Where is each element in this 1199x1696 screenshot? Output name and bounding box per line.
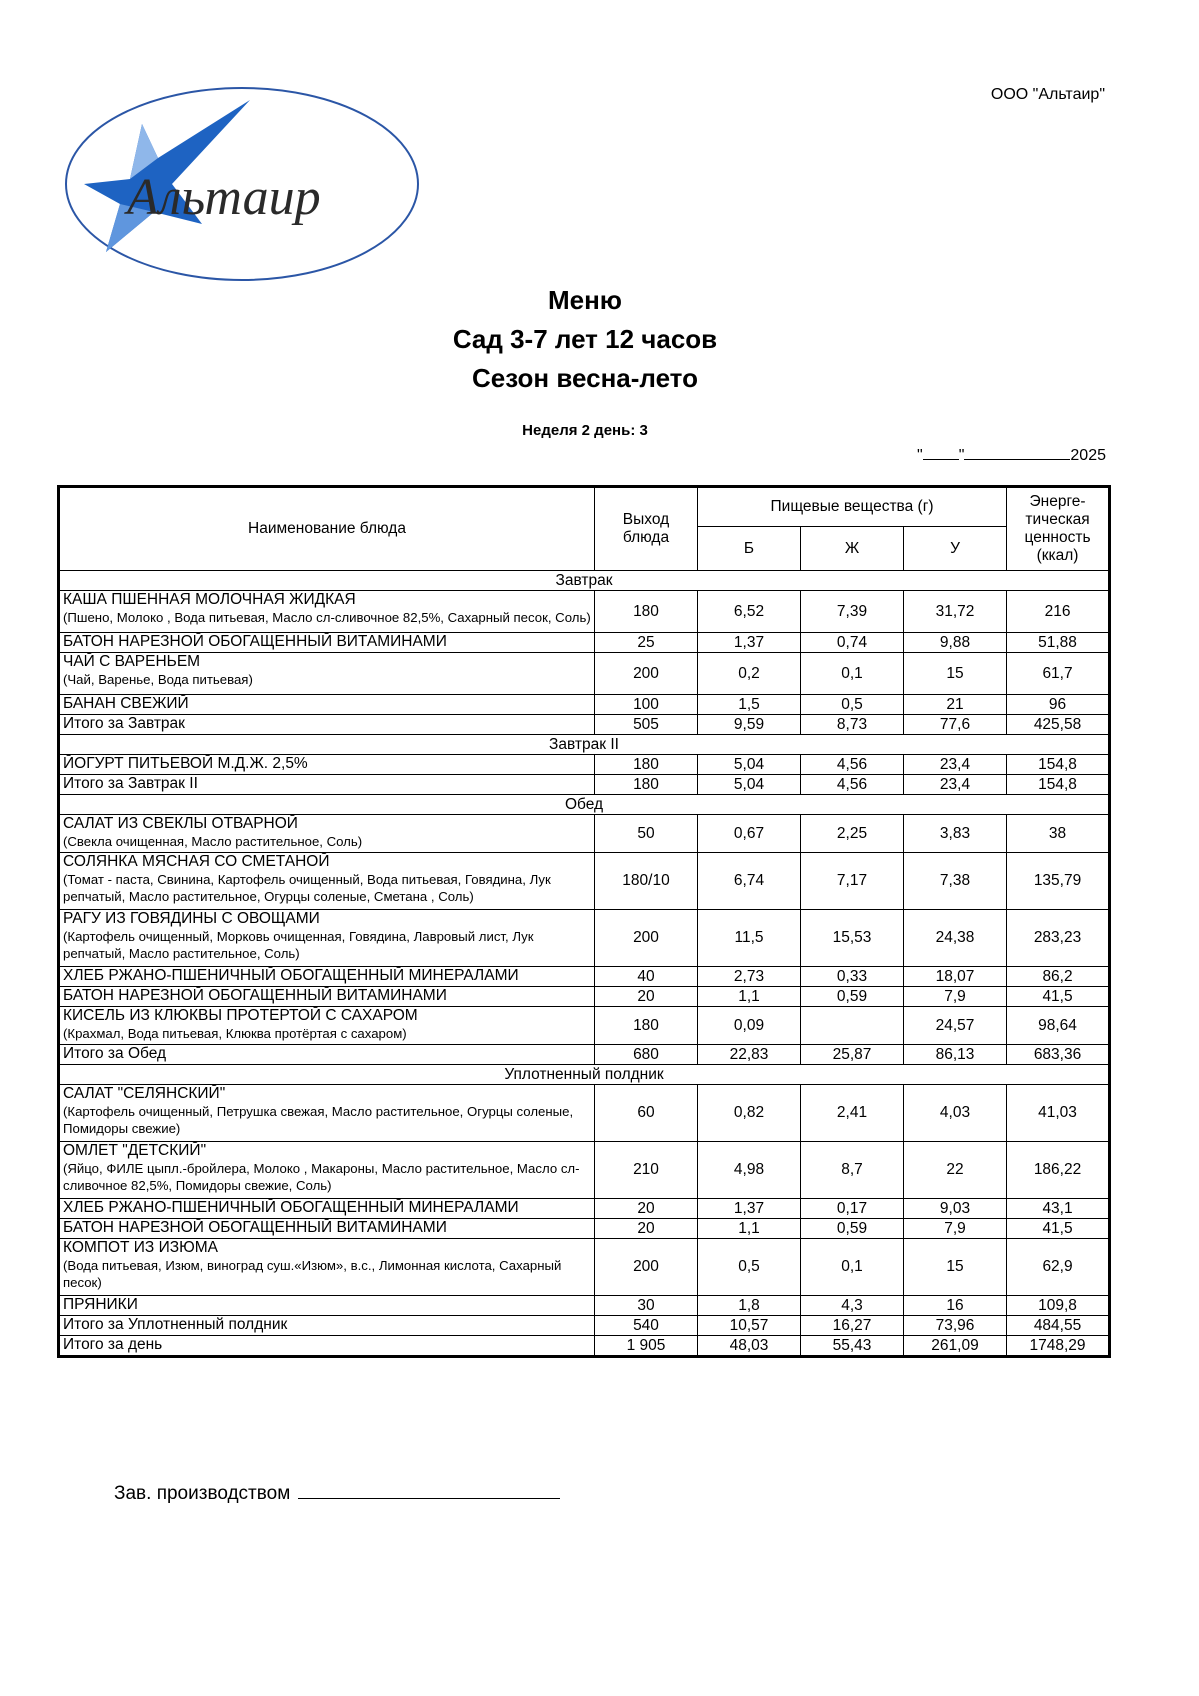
dish-kcal: 86,2 <box>1007 967 1110 987</box>
dish-name: ХЛЕБ РЖАНО-ПШЕНИЧНЫЙ ОБОГАЩЕННЫЙ МИНЕРАЛАМИ <box>63 967 519 984</box>
col-header-energy <box>1007 487 1110 571</box>
company-name: ООО "Альтаир" <box>990 86 1105 103</box>
dish-ingredients: (Вода питьевая, Изюм, виноград суш.«Изюм», в.с., Лимонная кислота, Сахарный песок) <box>63 1257 562 1291</box>
signature-label: Зав. производством <box>114 1483 291 1504</box>
dish-name-cell <box>59 987 595 1007</box>
dish-b: 11,5 <box>698 910 801 967</box>
section-total-label: Итого за Завтрак II <box>59 775 595 795</box>
dish-b: 5,04 <box>698 755 801 775</box>
dish-u: 22 <box>904 1142 1007 1199</box>
dish-row <box>59 967 1110 987</box>
altair-logo <box>62 84 422 284</box>
section-total-b: 5,04 <box>698 775 801 795</box>
dish-u: 16 <box>904 1296 1007 1316</box>
day-total-yield: 1 905 <box>595 1336 698 1357</box>
date-day-blank <box>923 443 959 460</box>
dish-zh: 0,59 <box>801 987 904 1007</box>
dish-name-cell <box>59 653 595 695</box>
dish-row <box>59 1219 1110 1239</box>
dish-ingredients: (Картофель очищенный, Морковь очищенная, Говядина, Лавровый лист, Лук репчатый, Масло растительное, Соль) <box>63 928 534 962</box>
day-total-kcal: 1748,29 <box>1007 1336 1110 1357</box>
date-open-quote: " <box>917 447 923 464</box>
section-total-u: 23,4 <box>904 775 1007 795</box>
dish-u: 24,38 <box>904 910 1007 967</box>
dish-row <box>59 1199 1110 1219</box>
dish-name: ХЛЕБ РЖАНО-ПШЕНИЧНЫЙ ОБОГАЩЕННЫЙ МИНЕРАЛАМИ <box>63 1199 519 1216</box>
section-total-zh: 8,73 <box>801 715 904 735</box>
dish-kcal: 51,88 <box>1007 633 1110 653</box>
dish-ingredients: (Яйцо, ФИЛЕ цыпл.-бройлера, Молоко , Макароны, Масло растительное, Масло сл-сливочное 82,5%, Помидоры свежие, Соль) <box>63 1160 580 1194</box>
dish-b: 1,37 <box>698 1199 801 1219</box>
dish-kcal: 61,7 <box>1007 653 1110 695</box>
dish-name: БАНАН СВЕЖИЙ <box>63 695 189 712</box>
dish-name: ЙОГУРТ ПИТЬЕВОЙ М.Д.Ж. 2,5% <box>63 755 308 772</box>
dish-row <box>59 755 1110 775</box>
dish-u: 7,9 <box>904 987 1007 1007</box>
dish-zh: 15,53 <box>801 910 904 967</box>
section-title: Завтрак II <box>59 735 1110 755</box>
dish-b: 0,09 <box>698 1007 801 1045</box>
dish-yield: 200 <box>595 653 698 695</box>
dish-row <box>59 1007 1110 1045</box>
dish-yield: 20 <box>595 1219 698 1239</box>
dish-yield: 200 <box>595 1239 698 1296</box>
section-row <box>59 1065 1110 1085</box>
dish-zh: 0,74 <box>801 633 904 653</box>
section-total-u: 77,6 <box>904 715 1007 735</box>
dish-yield: 30 <box>595 1296 698 1316</box>
dish-name: БАТОН НАРЕЗНОЙ ОБОГАЩЕННЫЙ ВИТАМИНАМИ <box>63 1219 447 1236</box>
dish-yield: 60 <box>595 1085 698 1142</box>
dish-zh: 4,3 <box>801 1296 904 1316</box>
section-total-kcal: 425,58 <box>1007 715 1110 735</box>
signature-blank <box>298 1480 560 1499</box>
dish-u: 9,03 <box>904 1199 1007 1219</box>
dish-name: САЛАТ ИЗ СВЕКЛЫ ОТВАРНОЙ <box>63 815 298 832</box>
dish-zh: 0,5 <box>801 695 904 715</box>
dish-u: 21 <box>904 695 1007 715</box>
dish-name-cell <box>59 591 595 633</box>
dish-row <box>59 987 1110 1007</box>
dish-row <box>59 1142 1110 1199</box>
dish-u: 15 <box>904 1239 1007 1296</box>
dish-row <box>59 853 1110 910</box>
dish-u: 9,88 <box>904 633 1007 653</box>
section-title: Уплотненный полдник <box>59 1065 1110 1085</box>
dish-yield: 20 <box>595 987 698 1007</box>
dish-kcal: 62,9 <box>1007 1239 1110 1296</box>
document-title: Меню <box>547 285 623 315</box>
dish-zh: 0,17 <box>801 1199 904 1219</box>
dish-name-cell <box>59 967 595 987</box>
dish-zh: 0,1 <box>801 653 904 695</box>
section-total-yield: 680 <box>595 1045 698 1065</box>
dish-name-cell <box>59 910 595 967</box>
dish-yield: 25 <box>595 633 698 653</box>
dish-name: ОМЛЕТ "ДЕТСКИЙ" <box>63 1142 207 1159</box>
dish-zh: 8,7 <box>801 1142 904 1199</box>
dish-name-cell <box>59 1296 595 1316</box>
dish-name: САЛАТ "СЕЛЯНСКИЙ" <box>63 1085 226 1102</box>
section-title: Завтрак <box>59 571 1110 591</box>
dish-yield: 100 <box>595 695 698 715</box>
section-row <box>59 795 1110 815</box>
dish-name-cell <box>59 1085 595 1142</box>
dish-b: 1,37 <box>698 633 801 653</box>
section-total-zh: 4,56 <box>801 775 904 795</box>
dish-u: 24,57 <box>904 1007 1007 1045</box>
dish-zh: 0,33 <box>801 967 904 987</box>
dish-yield: 180/10 <box>595 853 698 910</box>
col-header-name: Наименование блюда <box>59 487 595 571</box>
dish-b: 0,2 <box>698 653 801 695</box>
dish-name: КОМПОТ ИЗ ИЗЮМА <box>63 1239 219 1256</box>
dish-b: 2,73 <box>698 967 801 987</box>
dish-u: 4,03 <box>904 1085 1007 1142</box>
dish-name: КИСЕЛЬ ИЗ КЛЮКВЫ ПРОТЕРТОЙ С САХАРОМ <box>63 1007 418 1024</box>
section-total-b: 9,59 <box>698 715 801 735</box>
section-total-kcal: 154,8 <box>1007 775 1110 795</box>
group-title: Сад 3-7 лет 12 часов <box>452 324 718 354</box>
dish-name: БАТОН НАРЕЗНОЙ ОБОГАЩЕННЫЙ ВИТАМИНАМИ <box>63 633 447 650</box>
date-year: 2025 <box>1070 447 1106 464</box>
date-field <box>870 443 1106 465</box>
section-total-row <box>59 715 1110 735</box>
dish-ingredients: (Пшено, Молоко , Вода питьевая, Масло сл-сливочное 82,5%, Сахарный песок, Соль) <box>63 609 591 625</box>
week-day-label: Неделя 2 день: 3 <box>522 422 648 439</box>
dish-kcal: 41,03 <box>1007 1085 1110 1142</box>
dish-zh: 7,17 <box>801 853 904 910</box>
dish-b: 6,74 <box>698 853 801 910</box>
dish-row <box>59 633 1110 653</box>
dish-kcal: 96 <box>1007 695 1110 715</box>
dish-name-cell <box>59 1219 595 1239</box>
col-header-energy-text: Энерге-тическая ценность (ккал) <box>1024 493 1091 564</box>
dish-kcal: 109,8 <box>1007 1296 1110 1316</box>
dish-kcal: 98,64 <box>1007 1007 1110 1045</box>
dish-name-cell <box>59 1142 595 1199</box>
dish-name-cell <box>59 1199 595 1219</box>
dish-kcal: 154,8 <box>1007 755 1110 775</box>
section-total-yield: 540 <box>595 1316 698 1336</box>
dish-b: 1,1 <box>698 987 801 1007</box>
dish-ingredients: (Свекла очищенная, Масло растительное, Соль) <box>63 833 363 849</box>
section-total-row <box>59 1316 1110 1336</box>
dish-row <box>59 910 1110 967</box>
col-header-zh: Ж <box>801 527 904 571</box>
section-total-row <box>59 775 1110 795</box>
dish-zh: 0,1 <box>801 1239 904 1296</box>
section-total-yield: 180 <box>595 775 698 795</box>
dish-name-cell <box>59 755 595 775</box>
section-total-yield: 505 <box>595 715 698 735</box>
dish-name-cell <box>59 853 595 910</box>
section-total-label: Итого за Уплотненный полдник <box>59 1316 595 1336</box>
dish-kcal: 283,23 <box>1007 910 1110 967</box>
date-close-quote: " <box>958 447 965 464</box>
section-total-label: Итого за Завтрак <box>59 715 595 735</box>
dish-name: ЧАЙ С ВАРЕНЬЕМ <box>63 653 201 670</box>
section-row <box>59 735 1110 755</box>
dish-b: 4,98 <box>698 1142 801 1199</box>
dish-ingredients: (Чай, Варенье, Вода питьевая) <box>63 671 253 687</box>
menu-table-body <box>59 571 1110 1357</box>
dish-zh: 4,56 <box>801 755 904 775</box>
dish-yield: 40 <box>595 967 698 987</box>
dish-yield: 180 <box>595 591 698 633</box>
dish-u: 3,83 <box>904 815 1007 853</box>
dish-name: ПРЯНИКИ <box>63 1296 138 1313</box>
dish-kcal: 38 <box>1007 815 1110 853</box>
dish-b: 0,82 <box>698 1085 801 1142</box>
dish-kcal: 41,5 <box>1007 987 1110 1007</box>
dish-name-cell <box>59 1239 595 1296</box>
day-total-zh: 55,43 <box>801 1336 904 1357</box>
dish-yield: 180 <box>595 755 698 775</box>
dish-row <box>59 695 1110 715</box>
section-total-row <box>59 1045 1110 1065</box>
dish-yield: 200 <box>595 910 698 967</box>
dish-name: КАША ПШЕННАЯ МОЛОЧНАЯ ЖИДКАЯ <box>63 591 356 608</box>
dish-name: СОЛЯНКА МЯСНАЯ СО СМЕТАНОЙ <box>63 853 330 870</box>
dish-yield: 180 <box>595 1007 698 1045</box>
dish-b: 1,8 <box>698 1296 801 1316</box>
dish-b: 0,67 <box>698 815 801 853</box>
dish-zh: 7,39 <box>801 591 904 633</box>
dish-u: 7,38 <box>904 853 1007 910</box>
dish-kcal: 43,1 <box>1007 1199 1110 1219</box>
dish-b: 0,5 <box>698 1239 801 1296</box>
dish-b: 6,52 <box>698 591 801 633</box>
dish-zh: 2,25 <box>801 815 904 853</box>
signature-line <box>114 1480 560 1505</box>
dish-row <box>59 1085 1110 1142</box>
dish-name-cell <box>59 633 595 653</box>
day-total-b: 48,03 <box>698 1336 801 1357</box>
dish-name-cell <box>59 815 595 853</box>
section-row <box>59 571 1110 591</box>
dish-yield: 20 <box>595 1199 698 1219</box>
section-total-label: Итого за Обед <box>59 1045 595 1065</box>
dish-u: 15 <box>904 653 1007 695</box>
dish-ingredients: (Томат - паста, Свинина, Картофель очищенный, Вода питьевая, Говядина, Лук репчатый, Масло растительное, Огурцы соленые, Сметана , Соль) <box>63 871 551 905</box>
dish-row <box>59 1296 1110 1316</box>
menu-table <box>57 485 1111 1358</box>
col-header-b: Б <box>698 527 801 571</box>
section-total-u: 86,13 <box>904 1045 1007 1065</box>
section-total-b: 10,57 <box>698 1316 801 1336</box>
dish-zh: 0,59 <box>801 1219 904 1239</box>
section-total-zh: 16,27 <box>801 1316 904 1336</box>
dish-kcal: 135,79 <box>1007 853 1110 910</box>
section-total-zh: 25,87 <box>801 1045 904 1065</box>
col-header-nutrients: Пищевые вещества (г) <box>698 487 1007 527</box>
dish-u: 31,72 <box>904 591 1007 633</box>
col-header-yield <box>595 487 698 571</box>
dish-name: РАГУ ИЗ ГОВЯДИНЫ С ОВОЩАМИ <box>63 910 320 927</box>
section-total-kcal: 484,55 <box>1007 1316 1110 1336</box>
day-total-u: 261,09 <box>904 1336 1007 1357</box>
dish-row <box>59 591 1110 633</box>
section-total-b: 22,83 <box>698 1045 801 1065</box>
dish-kcal: 216 <box>1007 591 1110 633</box>
dish-kcal: 186,22 <box>1007 1142 1110 1199</box>
section-total-u: 73,96 <box>904 1316 1007 1336</box>
dish-u: 23,4 <box>904 755 1007 775</box>
dish-name: БАТОН НАРЕЗНОЙ ОБОГАЩЕННЫЙ ВИТАМИНАМИ <box>63 987 447 1004</box>
dish-name-cell <box>59 695 595 715</box>
day-total-row <box>59 1336 1110 1357</box>
section-title: Обед <box>59 795 1110 815</box>
dish-b: 1,5 <box>698 695 801 715</box>
dish-u: 7,9 <box>904 1219 1007 1239</box>
dish-ingredients: (Крахмал, Вода питьевая, Клюква протёртая с сахаром) <box>63 1025 407 1041</box>
dish-row <box>59 653 1110 695</box>
section-total-kcal: 683,36 <box>1007 1045 1110 1065</box>
season-title: Сезон весна-лето <box>472 363 698 393</box>
date-month-blank <box>964 443 1070 460</box>
day-total-label: Итого за день <box>59 1336 595 1357</box>
dish-zh <box>801 1007 904 1045</box>
dish-ingredients: (Картофель очищенный, Петрушка свежая, Масло растительное, Огурцы соленые, Помидоры свежие) <box>63 1103 574 1137</box>
dish-b: 1,1 <box>698 1219 801 1239</box>
dish-kcal: 41,5 <box>1007 1219 1110 1239</box>
dish-yield: 210 <box>595 1142 698 1199</box>
col-header-u: У <box>904 527 1007 571</box>
col-header-yield-text: Выход блюда <box>622 511 670 546</box>
dish-yield: 50 <box>595 815 698 853</box>
dish-row <box>59 815 1110 853</box>
dish-row <box>59 1239 1110 1296</box>
dish-u: 18,07 <box>904 967 1007 987</box>
dish-name-cell <box>59 1007 595 1045</box>
logo-wordmark: Альтаир <box>127 169 321 226</box>
dish-zh: 2,41 <box>801 1085 904 1142</box>
